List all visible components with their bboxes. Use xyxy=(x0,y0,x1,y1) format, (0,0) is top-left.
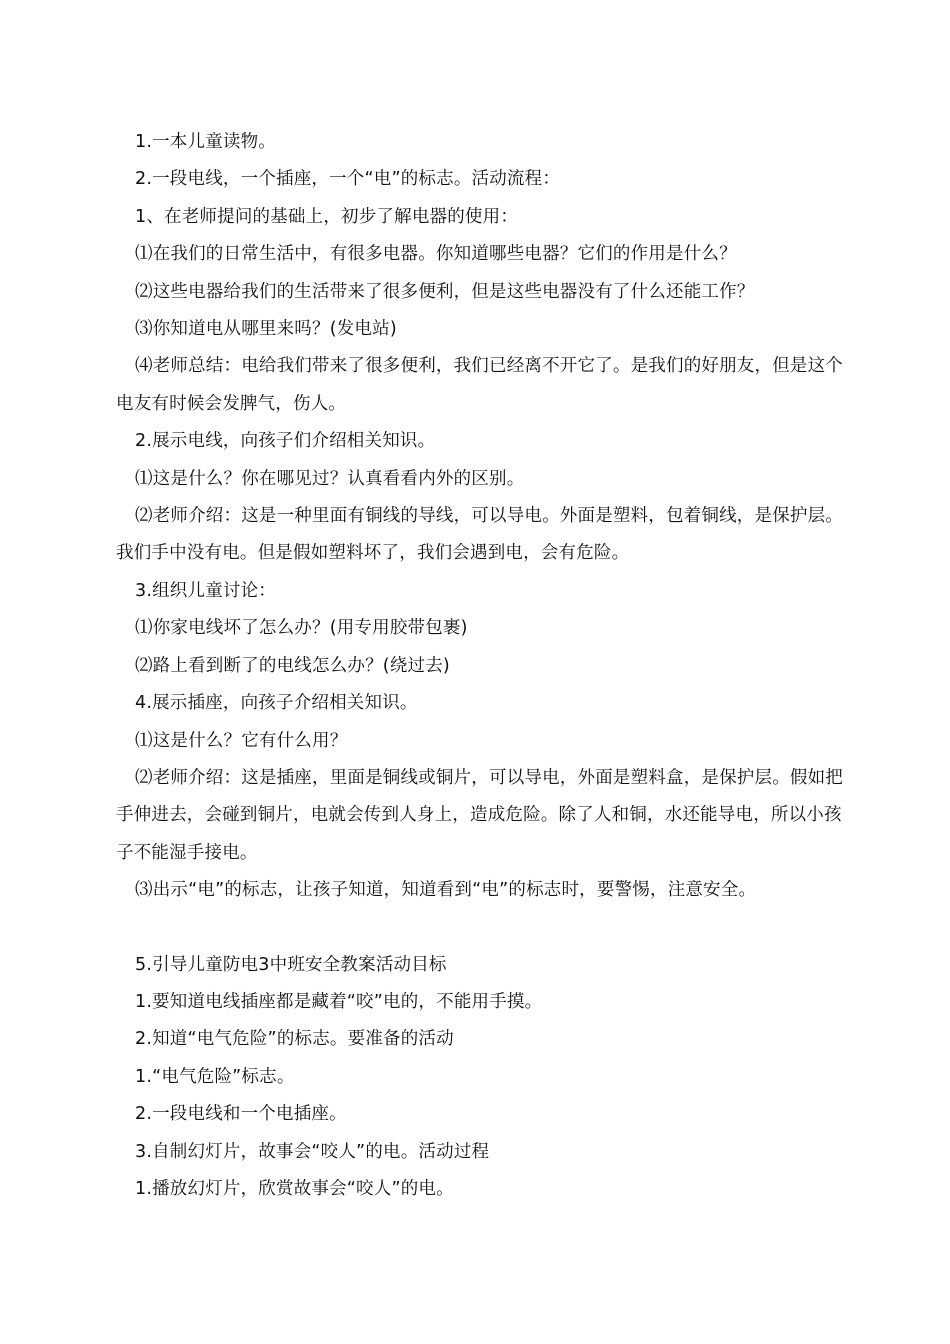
paragraph: ⑵老师介绍：这是一种里面有铜线的导线，可以导电。外面是塑料，包着铜线，是保护层。我们手中没有电。但是假如塑料坏了，我们会遇到电，会有危险。 xyxy=(116,506,843,564)
paragraph: 1.播放幻灯片，欣赏故事会“咬人”的电。 xyxy=(135,1178,454,1199)
paragraph: 3.组织儿童讨论： xyxy=(135,580,276,601)
paragraph: ⑵老师介绍：这是插座，里面是铜线或铜片，可以导电，外面是塑料盒，是保护层。假如把手伸进去，会碰到铜片，电就会传到人身上，造成危险。除了人和铜，水还能导电，所以小孩子不能湿手接电。 xyxy=(116,767,843,863)
paragraph: ⑶你知道电从哪里来吗？(发电站) xyxy=(135,319,397,340)
paragraph: ⑵路上看到断了的电线怎么办？(绕过去) xyxy=(135,655,450,676)
paragraph: 5.引导儿童防电3中班安全教案活动目标 xyxy=(135,954,447,975)
paragraph: ⑴这是什么？它有什么用？ xyxy=(135,730,348,751)
paragraph: 4.展示插座，向孩子介绍相关知识。 xyxy=(135,693,418,714)
paragraph: 3.自制幻灯片，故事会“咬人”的电。活动过程 xyxy=(135,1141,490,1162)
paragraph: ⑷老师总结：电给我们带来了很多便利，我们已经离不开它了。是我们的好朋友，但是这个电友有时候会发脾气，伤人。 xyxy=(116,356,843,414)
paragraph: ⑴你家电线坏了怎么办？(用专用胶带包裹) xyxy=(135,618,468,639)
paragraph: 2.展示电线，向孩子们介绍相关知识。 xyxy=(135,431,436,452)
paragraph: ⑴这是什么？你在哪见过？认真看看内外的区别。 xyxy=(135,468,525,489)
paragraph: 1、在老师提问的基础上，初步了解电器的使用： xyxy=(135,206,519,227)
document-body xyxy=(116,124,850,1208)
paragraph: ⑶出示“电”的标志，让孩子知道，知道看到“电”的标志时，要警惕，注意安全。 xyxy=(135,880,757,901)
paragraph: 2.一段电线和一个电插座。 xyxy=(135,1104,347,1125)
paragraph: 2.知道“电气危险”的标志。要准备的活动 xyxy=(135,1029,454,1050)
paragraph: ⑵这些电器给我们的生活带来了很多便利，但是这些电器没有了什么还能工作？ xyxy=(135,281,755,302)
paragraph: 2.一段电线，一个插座，一个“电”的标志。活动流程： xyxy=(135,169,561,190)
paragraph: 1.“电气危险”标志。 xyxy=(135,1066,295,1087)
paragraph-spacer xyxy=(116,910,850,947)
paragraph: 1.要知道电线插座都是藏着“咬”电的，不能用手摸。 xyxy=(135,991,543,1012)
paragraph: 1.一本儿童读物。 xyxy=(135,132,276,152)
paragraph: ⑴在我们的日常生活中，有很多电器。你知道哪些电器？它们的作用是什么？ xyxy=(135,244,737,265)
